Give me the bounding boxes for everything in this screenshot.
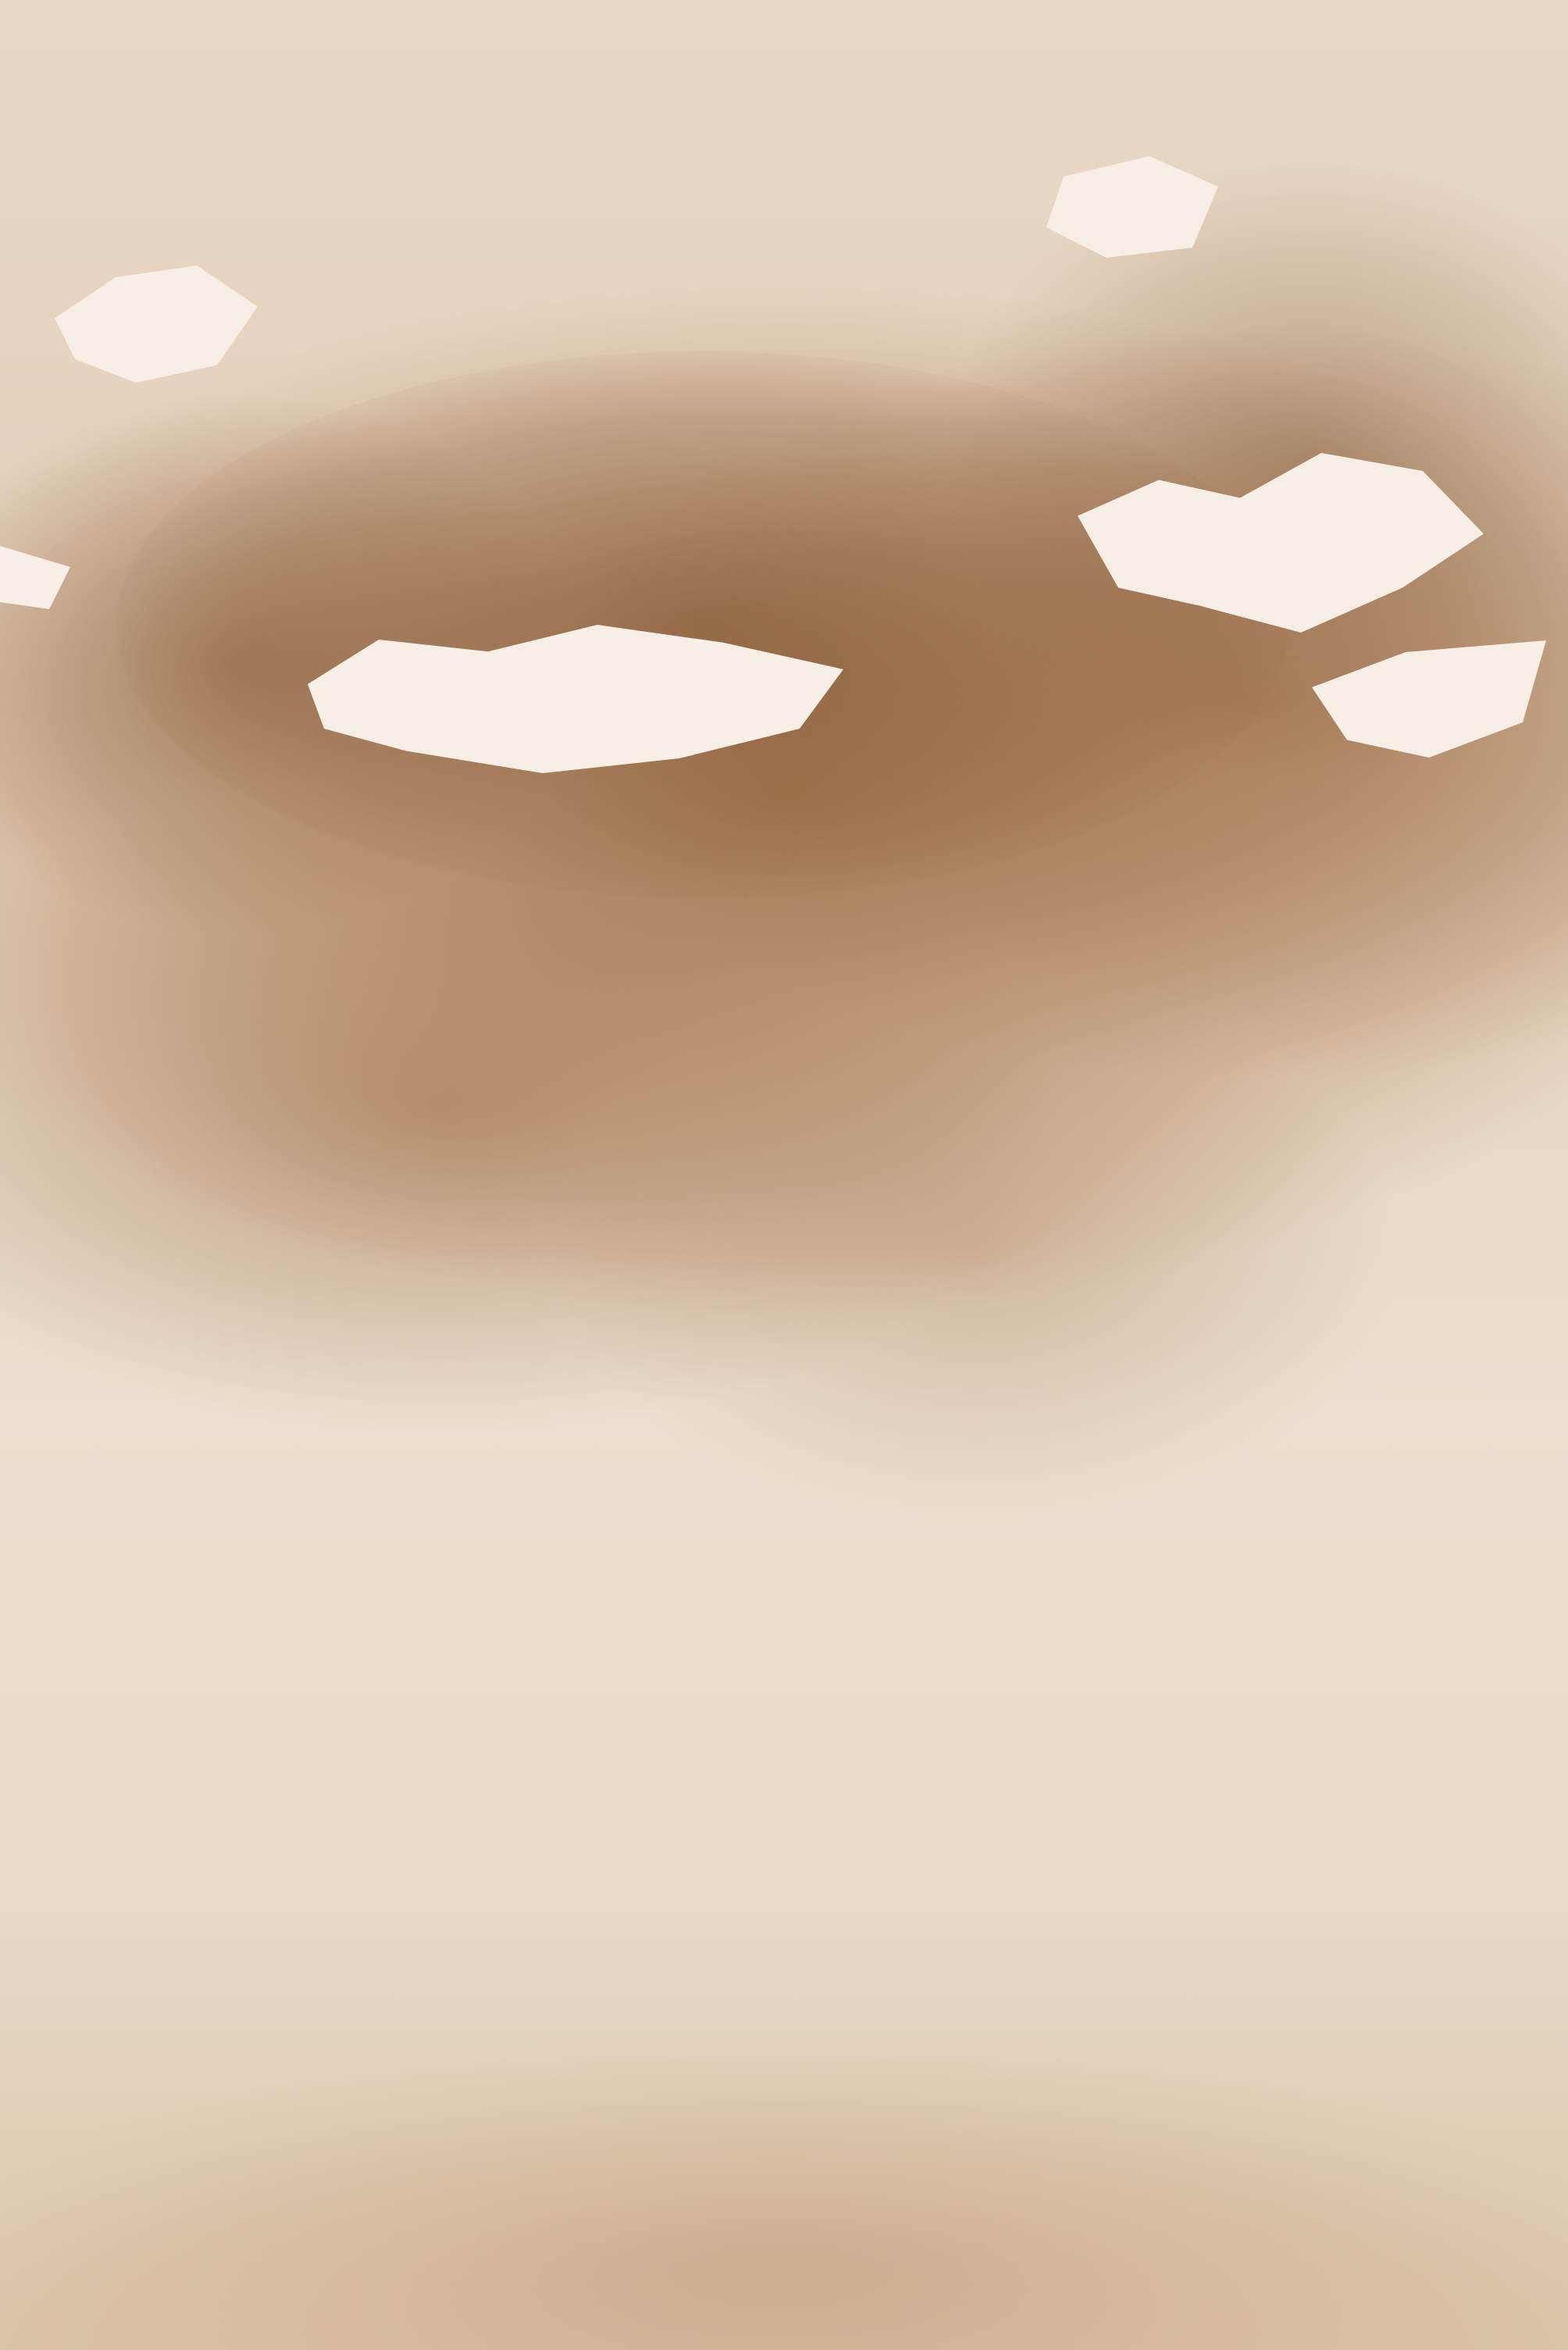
ink-wash-bottom [0, 2031, 1568, 2350]
page-folio [1480, 2023, 1511, 2038]
paper-splash-4 [55, 266, 258, 383]
ink-wash-lower [547, 976, 1406, 1523]
